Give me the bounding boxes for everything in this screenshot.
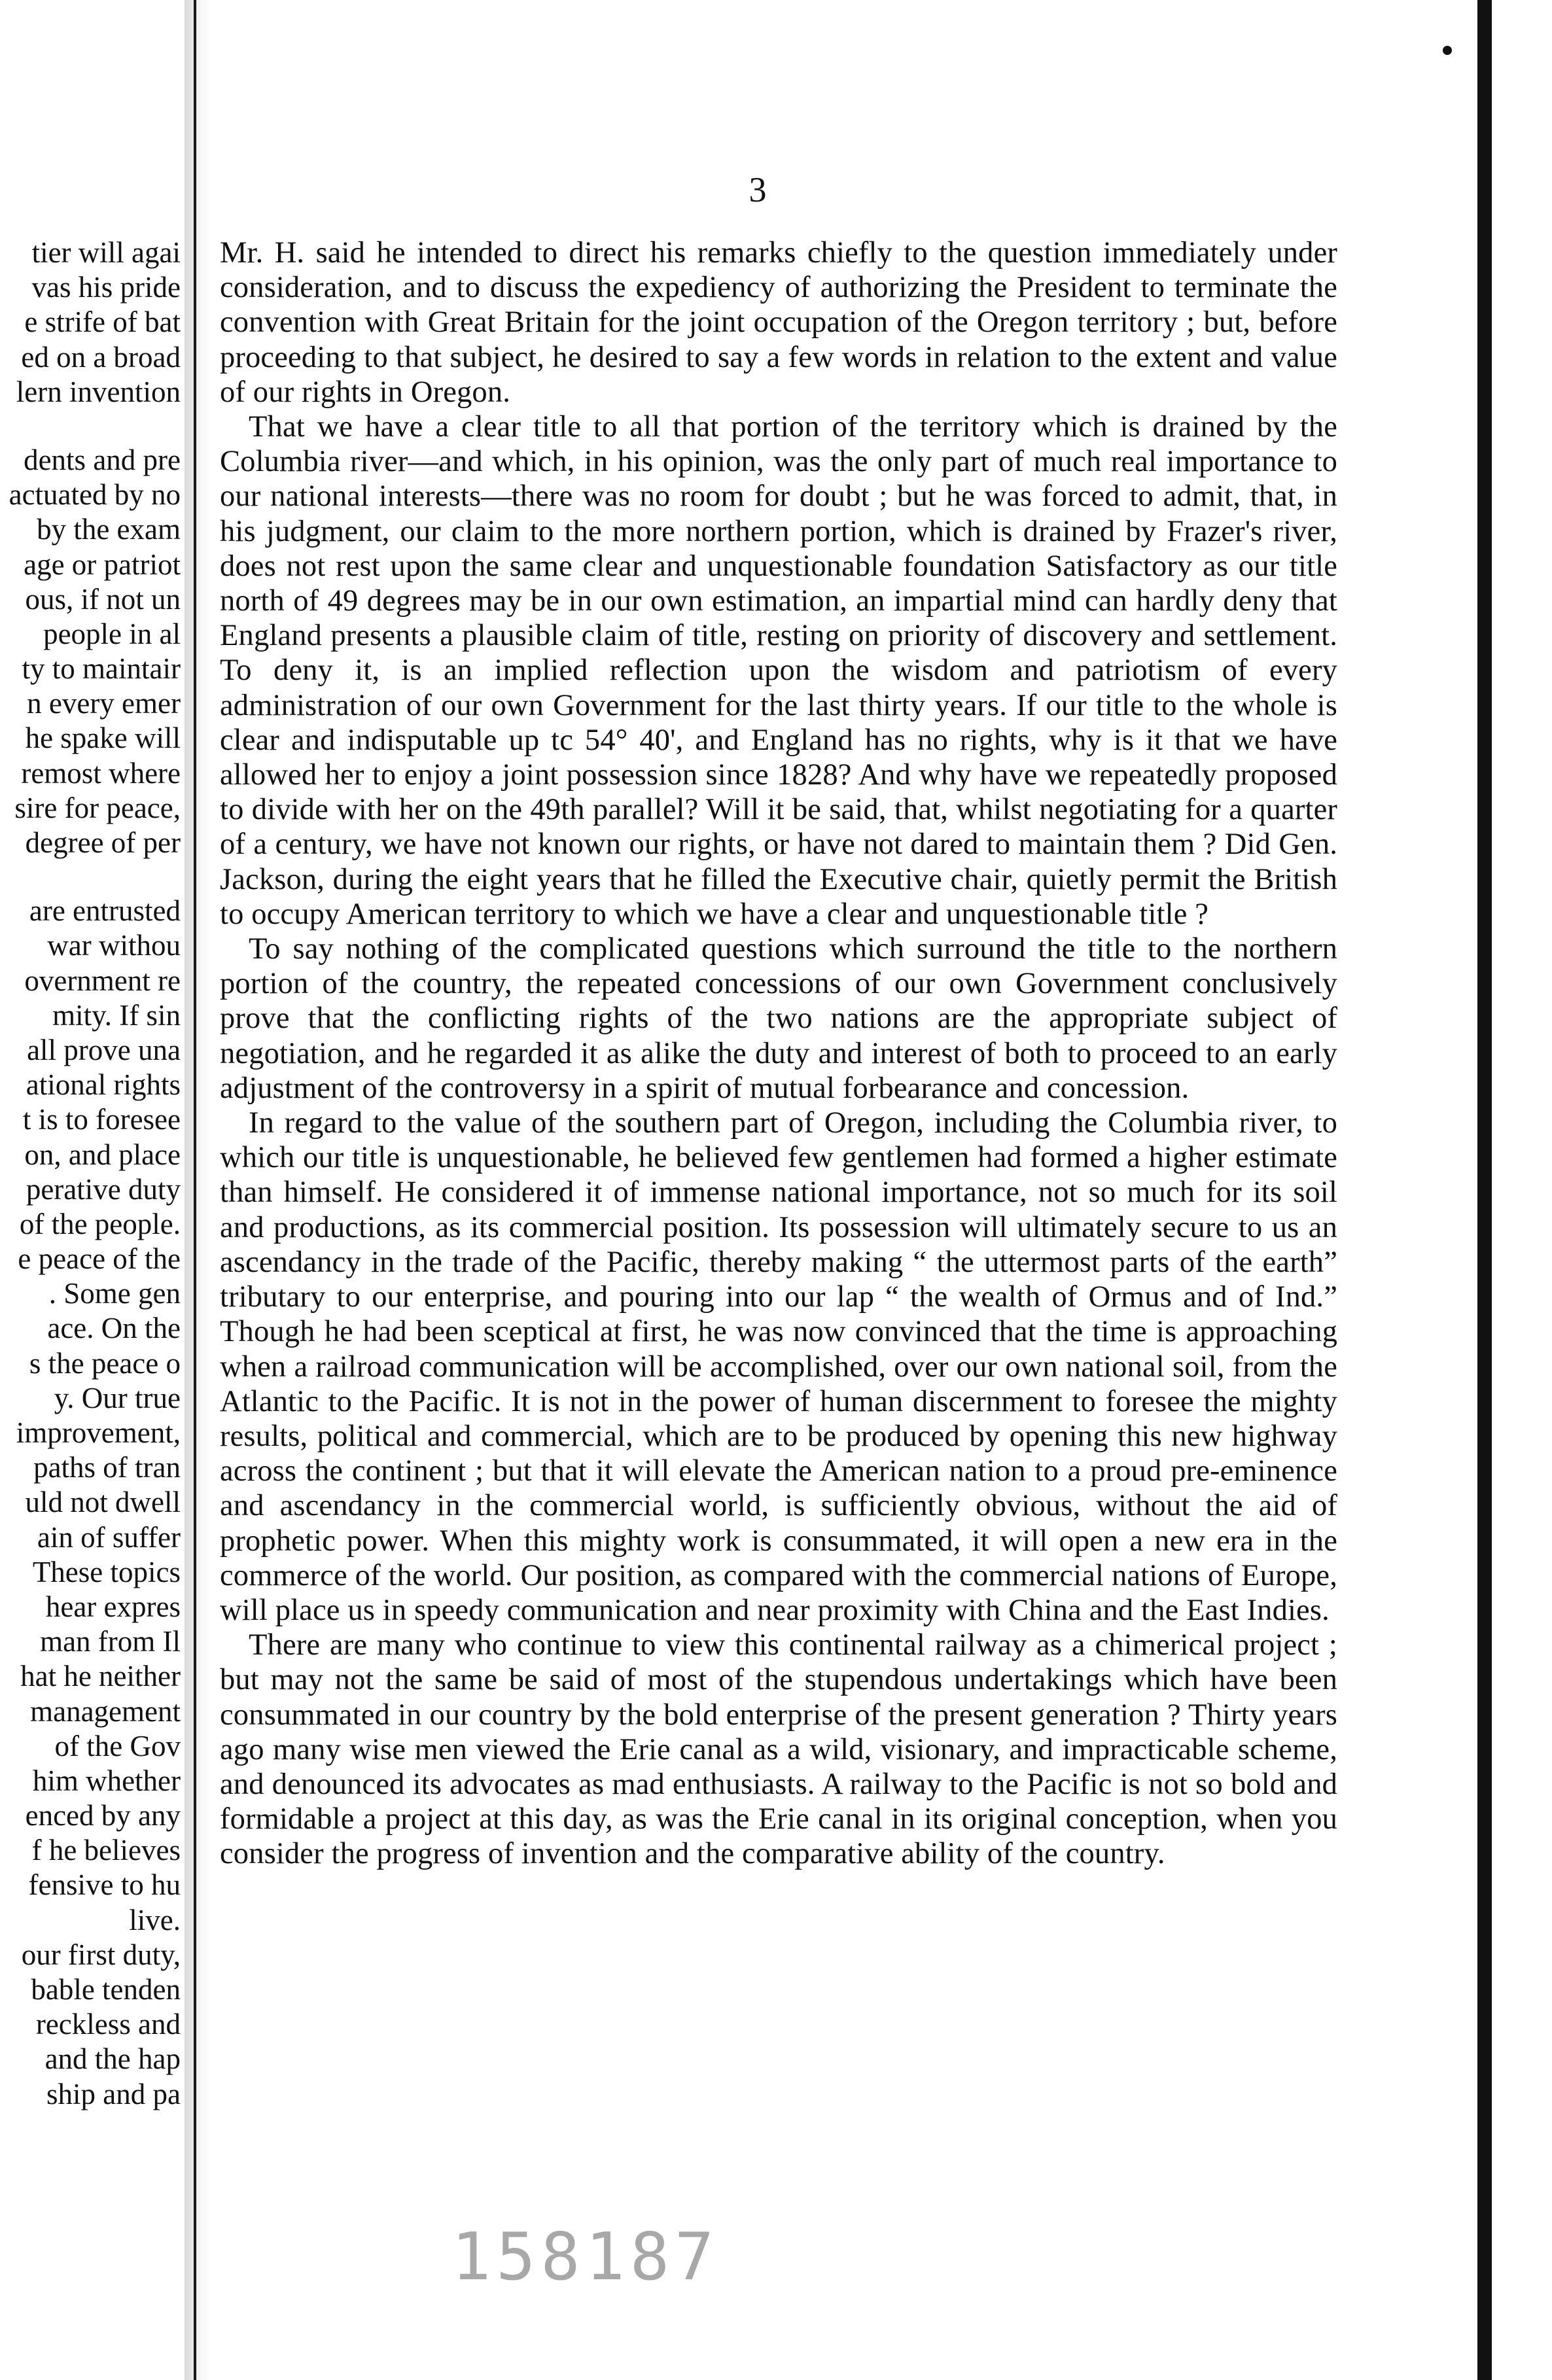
previous-page-line: sire for peace, — [14, 791, 181, 824]
previous-page-line: lern invention — [16, 375, 181, 408]
scan-right-edge — [1477, 0, 1492, 2380]
previous-page-line: and the hap — [44, 2042, 181, 2076]
previous-page-line: n every emer — [27, 687, 181, 720]
previous-page-line: tier will agai — [31, 236, 181, 269]
library-stamp-number: 158187 — [451, 2218, 720, 2295]
previous-page-line: s the peace o — [29, 1346, 181, 1380]
previous-page-line — [0, 410, 181, 443]
previous-page-line: on, and place — [24, 1138, 181, 1171]
page-number: 3 — [749, 170, 767, 209]
previous-page-line: mity. If sin — [52, 998, 181, 1032]
previous-page-line: man from Il — [40, 1625, 181, 1658]
previous-page-line: fensive to hu — [28, 1868, 181, 1902]
previous-page-line: ain of suffer — [37, 1520, 181, 1554]
previous-page-line: management — [30, 1694, 181, 1728]
previous-page-line: f he believes — [31, 1834, 181, 1867]
scan-speck — [1443, 46, 1452, 55]
previous-page-line: degree of per — [25, 826, 181, 859]
previous-page-line: dents and pre — [24, 443, 181, 476]
previous-page-line: perative duty — [26, 1172, 181, 1206]
previous-page-line: all prove una — [27, 1033, 181, 1066]
previous-page-line: bable tenden — [31, 1973, 181, 2006]
paragraph-intro: Mr. H. said he intended to direct his remarks chiefly to the question immediately under consideration, and to discuss the expediency of authorizing the President to terminate the convention with Great Britain for the joint occupation of the Oregon territory ; but, before proceeding to that subject, he desired to say a few words in relation to the extent and value of our rights in Oregon. — [220, 236, 1337, 409]
previous-page-line: remost where — [21, 756, 181, 790]
previous-page-line: reckless and — [35, 2008, 181, 2041]
binding-gutter-shadow — [185, 0, 211, 2380]
previous-page-line: e peace of the — [18, 1242, 181, 1276]
paragraph-negotiation: To say nothing of the complicated questions which surround the title to the northern portion of the country, the repeated concessions of our own Government conclusively prove that the conflicting rights of the two nations are the appropriate subject of negotiation, and he regarded it as alike the duty and interest of both to proceed to an early adjustment of the controversy in a spirit of mutual forbearance and concession. — [220, 932, 1337, 1105]
previous-page-line: him whether — [32, 1764, 181, 1797]
previous-page-line: e strife of bat — [24, 306, 181, 339]
previous-page-line: ed on a broad — [21, 340, 181, 374]
previous-page-line — [0, 860, 181, 894]
previous-page-line: war withou — [47, 929, 181, 962]
binding-gutter-line — [194, 0, 196, 2380]
previous-page-line: vas his pride — [31, 271, 181, 304]
previous-page-line: are entrusted — [29, 894, 181, 928]
previous-page-line: t is to foresee — [22, 1103, 181, 1136]
previous-page-line: hat he neither — [20, 1660, 181, 1693]
previous-page-line: he spake will — [25, 722, 181, 755]
previous-page-line: improvement, — [16, 1416, 181, 1449]
previous-page-line: ational rights — [26, 1068, 181, 1102]
previous-page-line: people in al — [43, 617, 181, 650]
previous-page-line: age or patriot — [24, 548, 181, 581]
previous-page-line: of the Gov — [54, 1729, 181, 1762]
previous-page-line: ous, if not un — [25, 582, 181, 616]
previous-page-line: live. — [129, 1903, 181, 1936]
previous-page-line: hear expres — [45, 1590, 181, 1623]
previous-page-line: . Some gen — [48, 1277, 181, 1310]
paragraph-railway: There are many who continue to view this continental railway as a chimerical project ; but may not the same be said of most of the stupendous undertakings which have been consummated in our country by the bold enterprise of the present generation ? Thirty years ago many wise men viewed the Erie canal as a wild, visionary, and impracticable scheme, and denounced its advocates as mad enthusiasts. A railway to the Pacific is not so bold and formidable a project at this day, as was the Erie canal in its original conception, when you consider the progress of invention and the comparative ability of the country. — [220, 1628, 1337, 1871]
previous-page-line: ace. On the — [47, 1312, 181, 1345]
paragraph-title-claim: That we have a clear title to all that portion of the territory which is drained by the Columbia river—and which, in his opinion, was the only part of much real importance to our national interests—there was no room for doubt ; but he was forced to admit, that, in his judgment, our claim to the more northern portion, which is drained by Frazer's river, does not rest upon the same clear and unquestionable foundation Satisfactory as our title north of 49 degrees may be in our own estimation, an impartial mind can hardly deny that England presents a plausible claim of title, resting on priority of discovery and settlement. To deny it, is an implied reflection upon the wisdom and patriotism of every administration of our own Government for the last thirty years. If our title to the whole is clear and indisputable up tc 54° 40', and England has no rights, why is it that we have allowed her to enjoy a joint possession since 1828? And why have we repeatedly proposed to divide with her on the 49th parallel? Will it be said, that, whilst negotiating for a quarter of a century, we have not known our rights, or have not dared to maintain them ? Did Gen. Jackson, during the eight years that he filled the Executive chair, quietly permit the British to occupy American territory to which we have a clear and unquestionable title ? — [220, 410, 1337, 931]
previous-page-line: actuated by no — [9, 478, 181, 512]
previous-page-line: ty to maintair — [22, 652, 181, 686]
previous-page-line: ship and pa — [46, 2077, 181, 2110]
page-body — [220, 236, 1337, 1872]
previous-page-line: enced by any — [25, 1799, 181, 1832]
previous-page-line: our first duty, — [21, 1938, 181, 1971]
previous-page-line: paths of tran — [33, 1451, 181, 1484]
paragraph-southern-oregon: In regard to the value of the southern part of Oregon, including the Columbia river, to which our title is unquestionable, he believed few gentlemen had formed a higher estimate than himself. He considered it of immense national importance, not so much for its soil and productions, as its commercial position. Its possession will ultimately secure to us an ascendancy in the trade of the Pacific, thereby making “ the uttermost parts of the earth” tributary to our enterprise, and pouring into our lap “ the wealth of Ormus and of Ind.” Though he had been sceptical at first, he was now convinced that the time is approaching when a railroad communication will be accomplished, over our own national soil, from the Atlantic to the Pacific. It is not in the power of human discernment to foresee the mighty results, political and commercial, which are to be produced by opening this new highway across the continent ; but that it will elevate the American nation to a proud pre-eminence and ascendancy in the commercial world, is sufficiently obvious, without the aid of prophetic power. When this mighty work is consummated, it will open a new era in the commerce of the world. Our position, as compared with the commercial nations of Europe, will place us in speedy communication and near proximity with China and the East Indies. — [220, 1106, 1337, 1627]
previous-page-line: overnment re — [24, 964, 181, 997]
previous-page-line: by the exam — [37, 513, 181, 546]
previous-page-line: y. Our true — [54, 1381, 181, 1414]
previous-page-line: of the people. — [19, 1207, 181, 1240]
previous-page-fragment — [0, 236, 181, 2112]
previous-page-line: uld not dwell — [25, 1486, 181, 1519]
previous-page-line: These topics — [32, 1555, 181, 1588]
